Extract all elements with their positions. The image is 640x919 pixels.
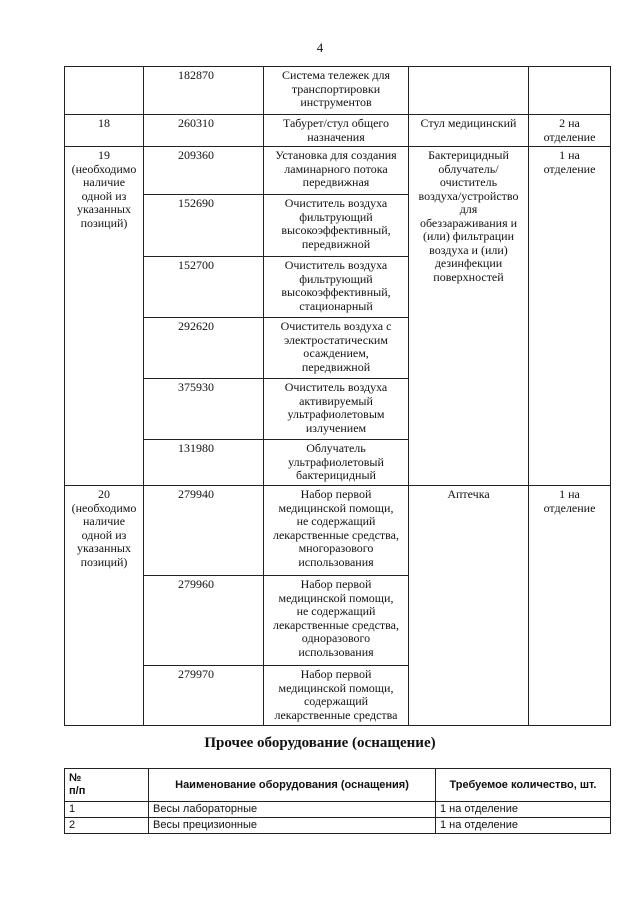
row-code: 152700 — [144, 257, 264, 318]
table-row — [65, 818, 611, 834]
row-code: 152690 — [144, 195, 264, 257]
other-equipment-table — [64, 768, 611, 834]
row-quantity: 1 на отделение — [436, 818, 611, 834]
row-type — [409, 67, 529, 115]
equipment-table — [64, 66, 611, 726]
group-20-type: Аптечка — [409, 486, 529, 726]
row-name: Весы лабораторные — [149, 802, 436, 818]
table-row — [65, 802, 611, 818]
row-code: 375930 — [144, 379, 264, 440]
row-quantity — [529, 67, 611, 115]
group-19-type: Бактерицидный облучатель/ очиститель воздуха/устройство для обеззараживания и (или) фильтрации воздуха и (или) дезинфекции поверхностей — [409, 147, 529, 486]
row-name: Набор первой медицинской помощи, не содержащий лекарственные средства, многоразового использования — [264, 486, 409, 576]
header-number: № п/п — [65, 769, 149, 802]
row-name: Весы прецизионные — [149, 818, 436, 834]
row-type: Стул медицинский — [409, 115, 529, 147]
row-name: Очиститель воздуха с электростатическим осаждением, передвижной — [264, 318, 409, 379]
row-code: 182870 — [144, 67, 264, 115]
row-name: Очиститель воздуха фильтрующий высокоэффективный, стационарный — [264, 257, 409, 318]
table-header-row — [65, 769, 611, 802]
row-name: Очиститель воздуха активируемый ультрафиолетовым излучением — [264, 379, 409, 440]
row-code: 260310 — [144, 115, 264, 147]
row-name: Набор первой медицинской помощи, не содержащий лекарственные средства, одноразового использования — [264, 576, 409, 666]
row-code: 292620 — [144, 318, 264, 379]
row-name: Система тележек для транспортировки инструментов — [264, 67, 409, 115]
row-number — [65, 67, 144, 115]
row-name: Табурет/стул общего назначения — [264, 115, 409, 147]
table-row — [65, 147, 611, 195]
row-number: 2 — [65, 818, 149, 834]
row-number: 1 — [65, 802, 149, 818]
row-number: 18 — [65, 115, 144, 147]
table-row — [65, 67, 611, 115]
row-name: Набор первой медицинской помощи, содержащий лекарственные средства — [264, 666, 409, 726]
row-code: 279960 — [144, 576, 264, 666]
table-row — [65, 486, 611, 576]
row-code: 131980 — [144, 440, 264, 486]
section-title: Прочее оборудование (оснащение) — [204, 735, 436, 751]
row-name: Установка для создания ламинарного потока передвижная — [264, 147, 409, 195]
row-code: 279970 — [144, 666, 264, 726]
row-code: 279940 — [144, 486, 264, 576]
row-quantity: 1 на отделение — [436, 802, 611, 818]
group-19-quantity: 1 на отделение — [529, 147, 611, 486]
table-row — [65, 115, 611, 147]
row-quantity: 2 на отделение — [529, 115, 611, 147]
row-name: Очиститель воздуха фильтрующий высокоэффективный, передвижной — [264, 195, 409, 257]
header-name: Наименование оборудования (оснащения) — [149, 769, 436, 802]
group-20-quantity: 1 на отделение — [529, 486, 611, 726]
header-quantity: Требуемое количество, шт. — [436, 769, 611, 802]
row-name: Облучатель ультрафиолетовый бактерицидный — [264, 440, 409, 486]
row-code: 209360 — [144, 147, 264, 195]
group-19-number: 19 (необходимо наличие одной из указанных позиций) — [65, 147, 144, 486]
page-number: 4 — [316, 40, 324, 55]
group-20-number: 20 (необходимо наличие одной из указанных позиций) — [65, 486, 144, 726]
